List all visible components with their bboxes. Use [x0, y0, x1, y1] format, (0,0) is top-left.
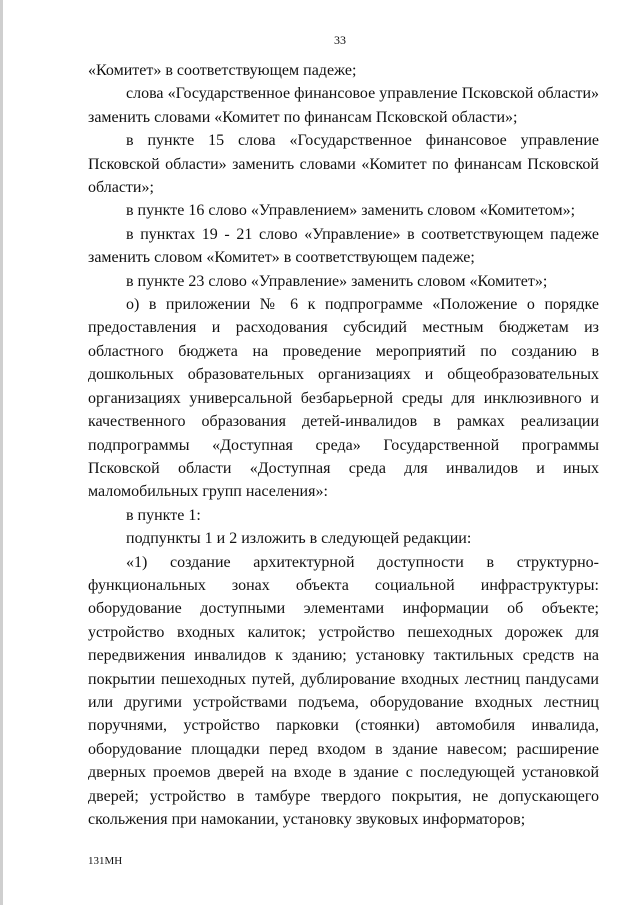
scan-edge: [0, 0, 3, 905]
paragraph: в пункте 15 слова «Государственное финансовое управление Псковской области» заменить словами «Комитет по финансам Псковской области»;: [88, 132, 599, 197]
paragraph: в пункте 16 слово «Управлением» заменить словом «Комитетом»;: [126, 202, 576, 220]
document-body: [88, 59, 599, 831]
paragraph: «1) создание архитектурной доступности в структурно-функциональных зонах объекта социальной инфраструктуры: оборудование доступными элементами информации об объекте; устройство входных калиток; устройство пешеходных дорожек для передвижения инвалидов к зданию; установку тактильных средств на покрытии пешеходных путей, дублирование входных лестниц пандусами или другими устройствами подъема, оборудование входных лестниц поручнями, устройство парковки (стоянки) автомобиля инвалида, оборудование площадки перед входом в здание навесом; расширение дверных проемов дверей на входе в здание с последующей установкой дверей; устройство в тамбуре твердого покрытия, не допускающего скольжения при намокании, установку звуковых информаторов;: [88, 553, 599, 828]
paragraph: подпункты 1 и 2 изложить в следующей редакции:: [126, 530, 472, 548]
paragraph: слова «Государственное финансовое управление Псковской области» заменить словами «Комитет по финансам Псковской области»;: [88, 85, 599, 126]
document-code: 131МН: [88, 855, 123, 867]
paragraph: в пунктах 19 - 21 слово «Управление» в соответствующем падеже заменить словом «Комитет» в соответствующем падеже;: [88, 225, 599, 267]
paragraph: «Комитет» в соответствующем падеже;: [88, 62, 357, 79]
paragraph: в пункте 1:: [126, 506, 201, 524]
paragraph: о) в приложении № 6 к подпрограмме «Положение о порядке предоставления и расходования субсидий местным бюджетам из областного бюджета на проведение мероприятий по созданию в дошкольных образовательных организациях и общеобразовательных организациях универсальной безбарьерной среды для инклюзивного и качественного образования детей-инвалидов в рамках реализации подпрограммы «Доступная среда» Государственной программы Псковской области «Доступная среда для инвалидов и иных маломобильных групп населения»:: [88, 296, 599, 501]
paragraph: в пункте 23 слово «Управление» заменить словом «Комитет»;: [126, 272, 548, 290]
page-number: 33: [334, 33, 346, 47]
